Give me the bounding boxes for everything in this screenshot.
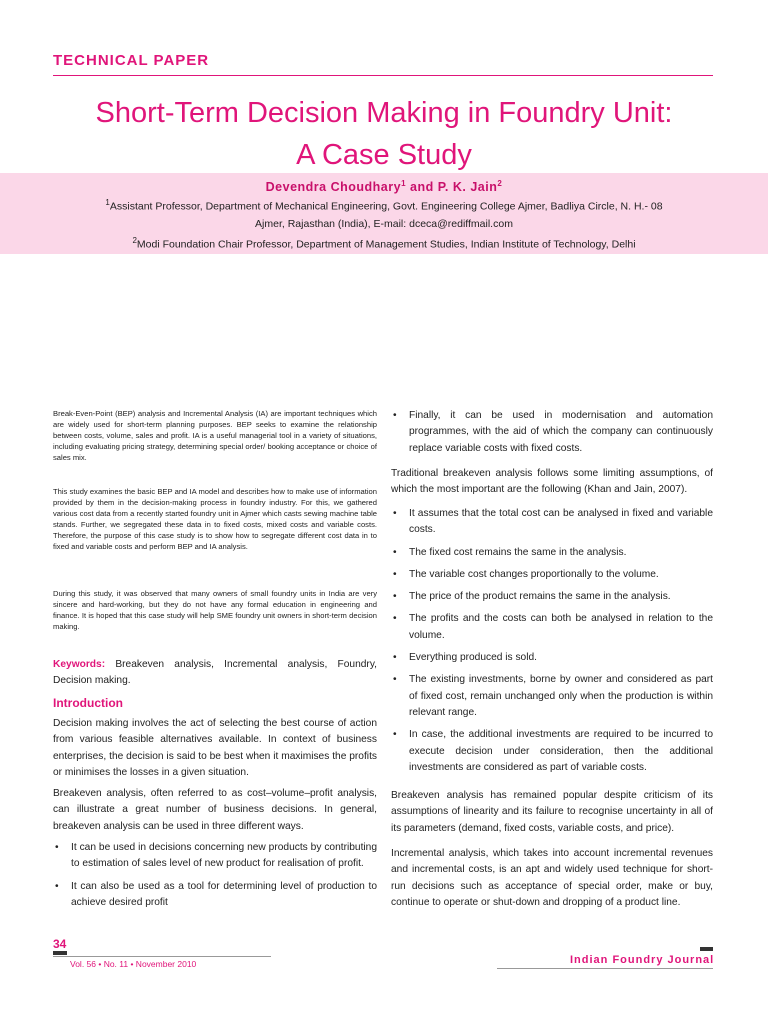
- footer-left-rule: [53, 956, 271, 957]
- section-label: TECHNICAL PAPER: [53, 52, 210, 69]
- list-item: • In case, the additional investments are required to be incurred to execute decision under consideration, then the additional investments are considered as part of variable costs.: [393, 729, 713, 773]
- journal-name: Indian Foundry Journal: [570, 954, 715, 966]
- keywords-label: Keywords:: [53, 659, 106, 670]
- list-item: • The fixed cost remains the same in the analysis.: [391, 545, 713, 561]
- author-and: and: [406, 180, 438, 195]
- bullet-icon: •: [393, 652, 397, 664]
- abstract-paragraph-2: This study examines the basic BEP and IA model and describes how to make use of information provided by them in the decision-making process in foundry industry. For this, we gathered various cost data from a recently started foundry unit in Ajmer which casts sewing machine table stands. Further, we segregated these data in to fixed costs, mixed costs and variable costs. Therefore, the purpose of this case study is to show how to segregate different cost data in to fixed and variable costs and perform BEP and IA analysis.: [53, 487, 377, 551]
- list-item: • It assumes that the total cost can be analysed in fixed and variable costs.: [393, 508, 713, 536]
- affiliation-1-line-2: Ajmer, Rajasthan (India), E-mail: dceca@rediffmail.com: [255, 218, 513, 230]
- keywords-text: Breakeven analysis, Incremental analysis, Foundry, Decision making.: [53, 659, 377, 687]
- bullet-icon: •: [393, 674, 397, 686]
- abstract-paragraph-3: During this study, it was observed that many owners of small foundry units in India are very sincere and hard-working, but they do not have any formal education in engineering and finance. It is hoped that this case study will help SME foundry unit owners in short-term decision making.: [53, 589, 377, 631]
- bullet-icon: •: [393, 546, 397, 558]
- author-2: P. K. Jain: [437, 180, 498, 195]
- assumptions-list: [391, 506, 713, 782]
- list-item: • The profits and the costs can both be analysed in relation to the volume.: [393, 613, 713, 641]
- bullet-icon: •: [393, 729, 397, 741]
- keywords: [53, 657, 377, 690]
- footer-right-rule: [497, 968, 713, 969]
- affiliation-2: $^2$Modi Foundation Chair Professor, Department of Management Studies, Indian Institute of Technology, Delhi: [132, 236, 636, 251]
- page-number: 34: [53, 937, 67, 951]
- footer-left-tick: [53, 951, 67, 955]
- title-line-2: A Case Study: [296, 139, 472, 171]
- title-line-1: Short-Term Decision Making in Foundry Unit:: [95, 97, 673, 129]
- list-item: • Finally, it can be used in modernisation and automation programmes, with the aid of which the company can continuously replace variable costs with fixed costs.: [393, 410, 713, 454]
- bullet-icon: •: [393, 410, 397, 421]
- bullet-icon: •: [55, 842, 59, 853]
- uses-list: [53, 840, 377, 917]
- bullet-icon: •: [393, 613, 397, 625]
- list-item: • The variable cost changes proportionally to the volume.: [391, 567, 713, 583]
- author-1: Devendra Choudhary: [265, 180, 402, 195]
- list-item: • The existing investments, borne by owner and considered as part of fixed cost, remain unchanged only when the production is within relevant range.: [393, 674, 713, 718]
- footer-right-tick: [700, 947, 713, 951]
- bullet-icon: •: [55, 880, 59, 892]
- paper-title: [0, 92, 768, 176]
- abstract-paragraph-1: Break-Even-Point (BEP) analysis and Incremental Analysis (IA) are important techniques which are widely used for short-term planning purposes. BEP seeks to examine the relationship between costs, volume, sales and profit. IA is a useful managerial tool in a variety of situations, including evaluating pricing strategy, determining special order/ booking acceptance or choice of sales mix.: [53, 409, 377, 462]
- introduction-paragraph-2: Breakeven analysis, often referred to as cost–volume–profit analysis, can illustrate a great number of business decisions. In general, breakeven analysis can be used in three different ways.: [53, 788, 377, 832]
- author-1-sup: 1: [401, 179, 407, 188]
- volume-info: Vol. 56 • No. 11 • November 2010: [70, 959, 197, 969]
- authors: [0, 179, 768, 194]
- uses-list-continued: [391, 408, 713, 463]
- incremental-analysis-paragraph: Incremental analysis, which takes into account incremental revenues and incremental costs, is an apt and widely used technique for short-run decisions such as acceptance of special order, make or buy, continue to operate or shut-down and dropping of a product line.: [391, 848, 713, 908]
- affiliation-1: $^1$Assistant Professor, Department of Mechanical Engineering, Govt. Engineering College Ajmer, Badliya Circle, N. H.- 08: [105, 198, 663, 213]
- list-item: • It can also be used as a tool for determining level of production to achieve desired profit: [55, 880, 377, 908]
- assumptions-intro: Traditional breakeven analysis follows some limiting assumptions, of which the most important are the following (Khan and Jain, 2007).: [391, 468, 713, 496]
- list-item: • The price of the product remains the same in the analysis.: [391, 589, 713, 605]
- bullet-icon: •: [393, 568, 397, 580]
- list-item: • It can be used in decisions concerning new products by contributing to estimation of sales level of new product for realisation of profit.: [55, 842, 377, 870]
- bullet-icon: •: [393, 591, 397, 603]
- introduction-heading: Introduction: [53, 696, 123, 710]
- list-item: • Everything produced is sold.: [391, 650, 713, 666]
- breakeven-criticism-paragraph: Breakeven analysis has remained popular despite criticism of its assumptions of linearity and its failure to recognise uncertainty in all of its parameters (demand, fixed costs, variable costs, and price).: [391, 790, 713, 834]
- header-rule: [53, 75, 713, 76]
- author-2-sup: 2: [497, 179, 503, 188]
- bullet-icon: •: [393, 508, 397, 519]
- introduction-paragraph-1: Decision making involves the act of selecting the best course of action from various feasible alternatives available. In context of business enterprises, the decision is said to be best when it maximises the profits or minimises the losses in a given situation.: [53, 718, 377, 778]
